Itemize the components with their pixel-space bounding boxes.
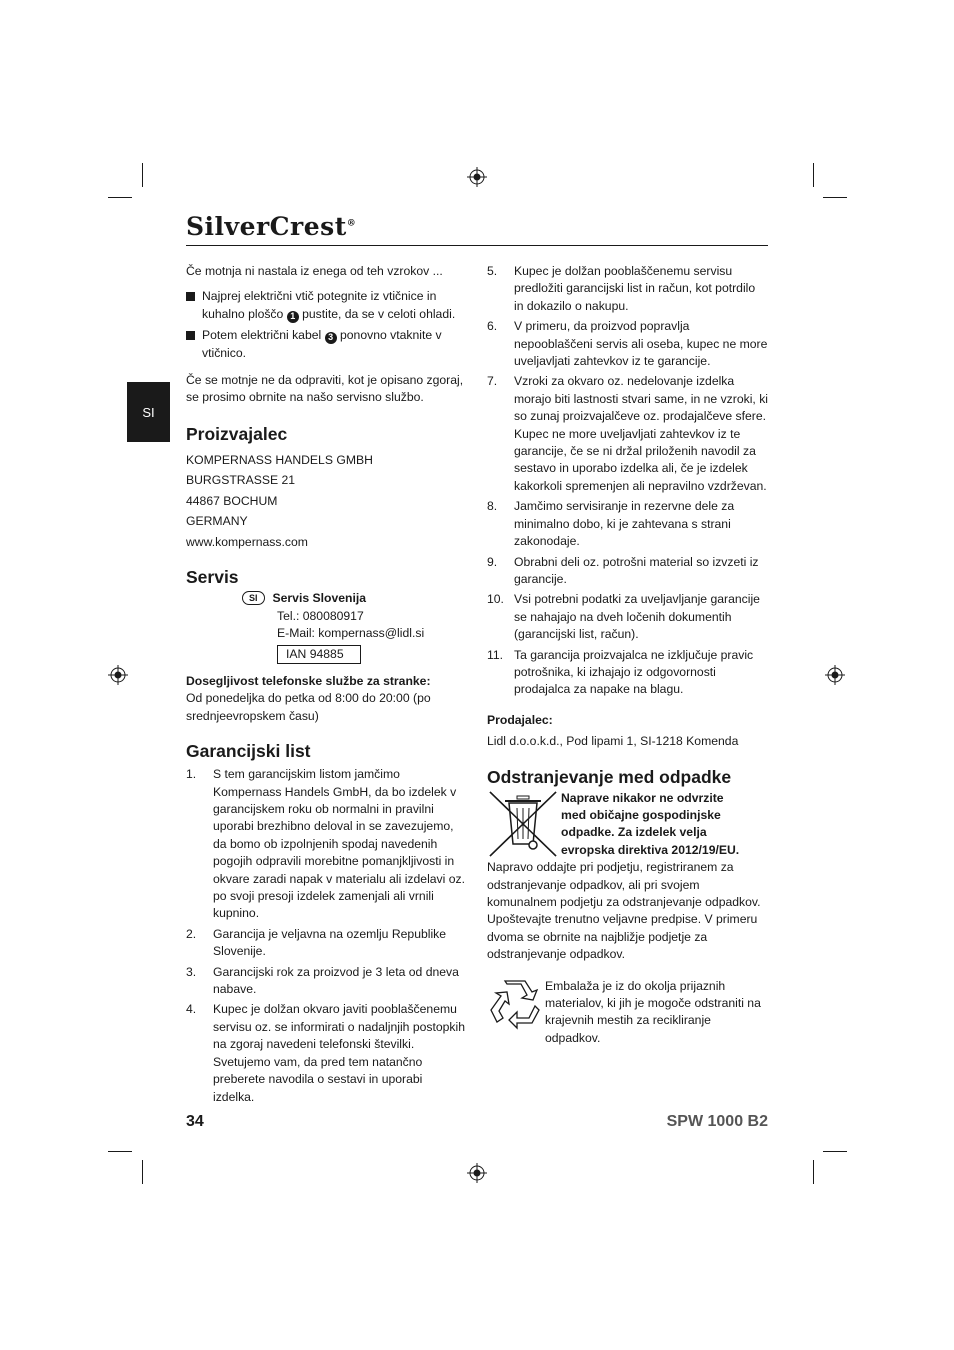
registration-mark-icon xyxy=(467,167,487,187)
warranty-item: 10. Vsi potrebni podatki za uveljavljanje garancije se nahajajo na dveh ločenih dokumentih (garancijski list, račun). xyxy=(487,592,760,642)
warranty-item: 7. Vzroki za okvaro oz. nedelovanje izdelka morajo biti lastnosti stvari same, in ne vzroki, ki so zunaj proizvajalčeve oz. prodajalčeve sfere. Kupec ne more uveljavljati zahtevkov iz te garancije, če se ni držal priloženih navodil za sestavo in uporabo izdelka ali, če je izdelek kakorkoli spremenjen ali nepravilno vzdrževan. xyxy=(487,374,768,493)
service-contact xyxy=(186,590,466,664)
warranty-item: 9. Obrabni deli oz. potrošni material so izvzeti iz garancije. xyxy=(487,554,759,586)
manufacturer-website[interactable]: www.kompernass.com xyxy=(186,534,308,549)
service-phone[interactable]: Tel.: 080080917 xyxy=(277,608,364,623)
warranty-item: 8. Jamčimo servisiranje in rezervne dele za minimalno dobo, ki je zahtevana s strani zakonodaje. xyxy=(487,499,735,549)
intro-text: Če motnja ni nastala iz enega od teh vzrokov ... xyxy=(186,264,443,278)
disposal-warning: Naprave nikakor ne odvrzite med običajne gospodinjske odpadke. Za izdelek velja evropska direktiva 2012/19/EU. xyxy=(561,790,740,857)
part-number-1: 1 xyxy=(287,311,299,323)
crop-mark xyxy=(142,163,143,187)
service-note: Če se motnje ne da odpraviti, kot je opisano zgoraj, se prosimo obrnite na našo servisno službo. xyxy=(186,373,464,405)
manufacturer-heading: Proizvajalec xyxy=(186,423,288,444)
registration-mark-icon xyxy=(108,665,128,685)
seller-title: Prodajalec: xyxy=(487,712,553,727)
service-heading: Servis xyxy=(186,567,239,588)
availability-title: Dosegljivost telefonske službe za stranke: xyxy=(186,673,431,688)
ian-number: IAN 94885 xyxy=(277,645,361,664)
left-column xyxy=(186,263,466,1109)
crop-mark xyxy=(108,197,132,198)
warranty-item: 3. Garancijski rok za proizvod je 3 leta od dneva nabave. xyxy=(186,964,459,997)
warranty-list-continued xyxy=(487,263,768,699)
manufacturer-city: 44867 BOCHUM xyxy=(186,493,278,508)
warranty-list xyxy=(186,766,466,1106)
crossed-bin-icon xyxy=(487,790,559,858)
warranty-item: 1. S tem garancijskim listom jamčimo Kompernass Handels GmbH, da bo izdelek v garancijskem roku ob normalni in pravilni uporabi brezhibno deloval in se zavezujemo, da bomo ob izpolnjenih spodaj navedenih pogojih odpravili morebitne pomanjkljivosti in okvare zaradi napak v materialu ali izdelavi oz. po svoji presoji izdelek zamenjali ali vrnili kupnino. xyxy=(186,767,465,921)
crop-mark xyxy=(813,1160,814,1184)
service-name: Servis Slovenija xyxy=(272,591,367,606)
crop-mark xyxy=(813,163,814,187)
brand-logo: SilverCrest® xyxy=(186,212,357,241)
bullet-item: Potem električni kabel 3 ponovno vtaknite v vtičnico. xyxy=(186,327,466,362)
header-rule xyxy=(186,245,768,246)
right-column xyxy=(487,263,768,1047)
part-number-3: 3 xyxy=(325,332,337,344)
seller-text: Lidl d.o.o.k.d., Pod lipami 1, SI-1218 Komenda xyxy=(487,734,739,749)
warranty-item: 4. Kupec je dolžan okvaro javiti pooblaščenemu servisu oz. se informirati o nadaljnjih postopkih na zgoraj navedeni telefonski številki. Svetujemo vam, da pred tem natančno preberete navodila o sestavi in uporabi izdelka. xyxy=(186,1002,465,1104)
registration-mark-icon xyxy=(467,1163,487,1183)
language-tab: SI xyxy=(127,382,170,442)
manufacturer-street: BURGSTRASSE 21 xyxy=(186,473,296,488)
disposal-heading: Odstranjevanje med odpadke xyxy=(487,766,732,787)
disposal-warning-block xyxy=(487,790,768,860)
manufacturer-country: GERMANY xyxy=(186,514,248,529)
service-email[interactable]: E-Mail: kompernass@lidl.si xyxy=(277,626,425,641)
crop-mark xyxy=(108,1151,132,1152)
packaging-text: Embalaža je iz do okolja prijaznih materialov, ki jih je mogoče odstraniti na krajevnih mestih za recikliranje odpadkov. xyxy=(545,978,761,1045)
availability-text: Od ponedeljka do petka od 8:00 do 20:00 (po srednjeevropskem času) xyxy=(186,691,431,723)
packaging-block xyxy=(487,978,768,1048)
model-number: SPW 1000 B2 xyxy=(666,1113,768,1130)
manufacturer-name: KOMPERNASS HANDELS GMBH xyxy=(186,452,373,467)
registration-mark-icon xyxy=(825,665,845,685)
warranty-item: 5. Kupec je dolžan pooblaščenemu servisu predložiti garancijski list in račun, kot potrdilo in dokazilo o nakupu. xyxy=(487,264,756,313)
crop-mark xyxy=(142,1160,143,1184)
disposal-text: Napravo oddajte pri podjetju, registriranem za odstranjevanje odpadkov, ali pri svojem komunalnem podjetju za odstranjevanje odpadkov. Upoštevajte trenutno veljavne predpise. V primeru dvoma se obrnite na najbližje podjetje za odstranjevanje odpadkov. xyxy=(487,860,761,962)
bullet-item: Najprej električni vtič potegnite iz vtičnice in kuhalno ploščo 1 pustite, da se v celoti ohladi. xyxy=(186,288,466,323)
page-number: 34 xyxy=(186,1113,204,1130)
warranty-heading: Garancijski list xyxy=(186,741,311,762)
crop-mark xyxy=(823,1151,847,1152)
warranty-item: 2. Garancija je veljavna na ozemlju Republike Slovenije. xyxy=(186,926,447,959)
warranty-item: 6. V primeru, da proizvod popravlja nepooblaščeni servis ali oseba, kupec ne more uveljavljati zahtevkov iz te garancije. xyxy=(487,319,768,369)
recycling-icon xyxy=(487,978,541,1032)
country-badge: SI xyxy=(242,591,265,605)
crop-mark xyxy=(823,197,847,198)
warranty-item: 11. Ta garancija proizvajalca ne izključuje pravic potrošnika, ki izhajajo iz odgovornosti prodajalca za napake na blagu. xyxy=(487,647,754,697)
